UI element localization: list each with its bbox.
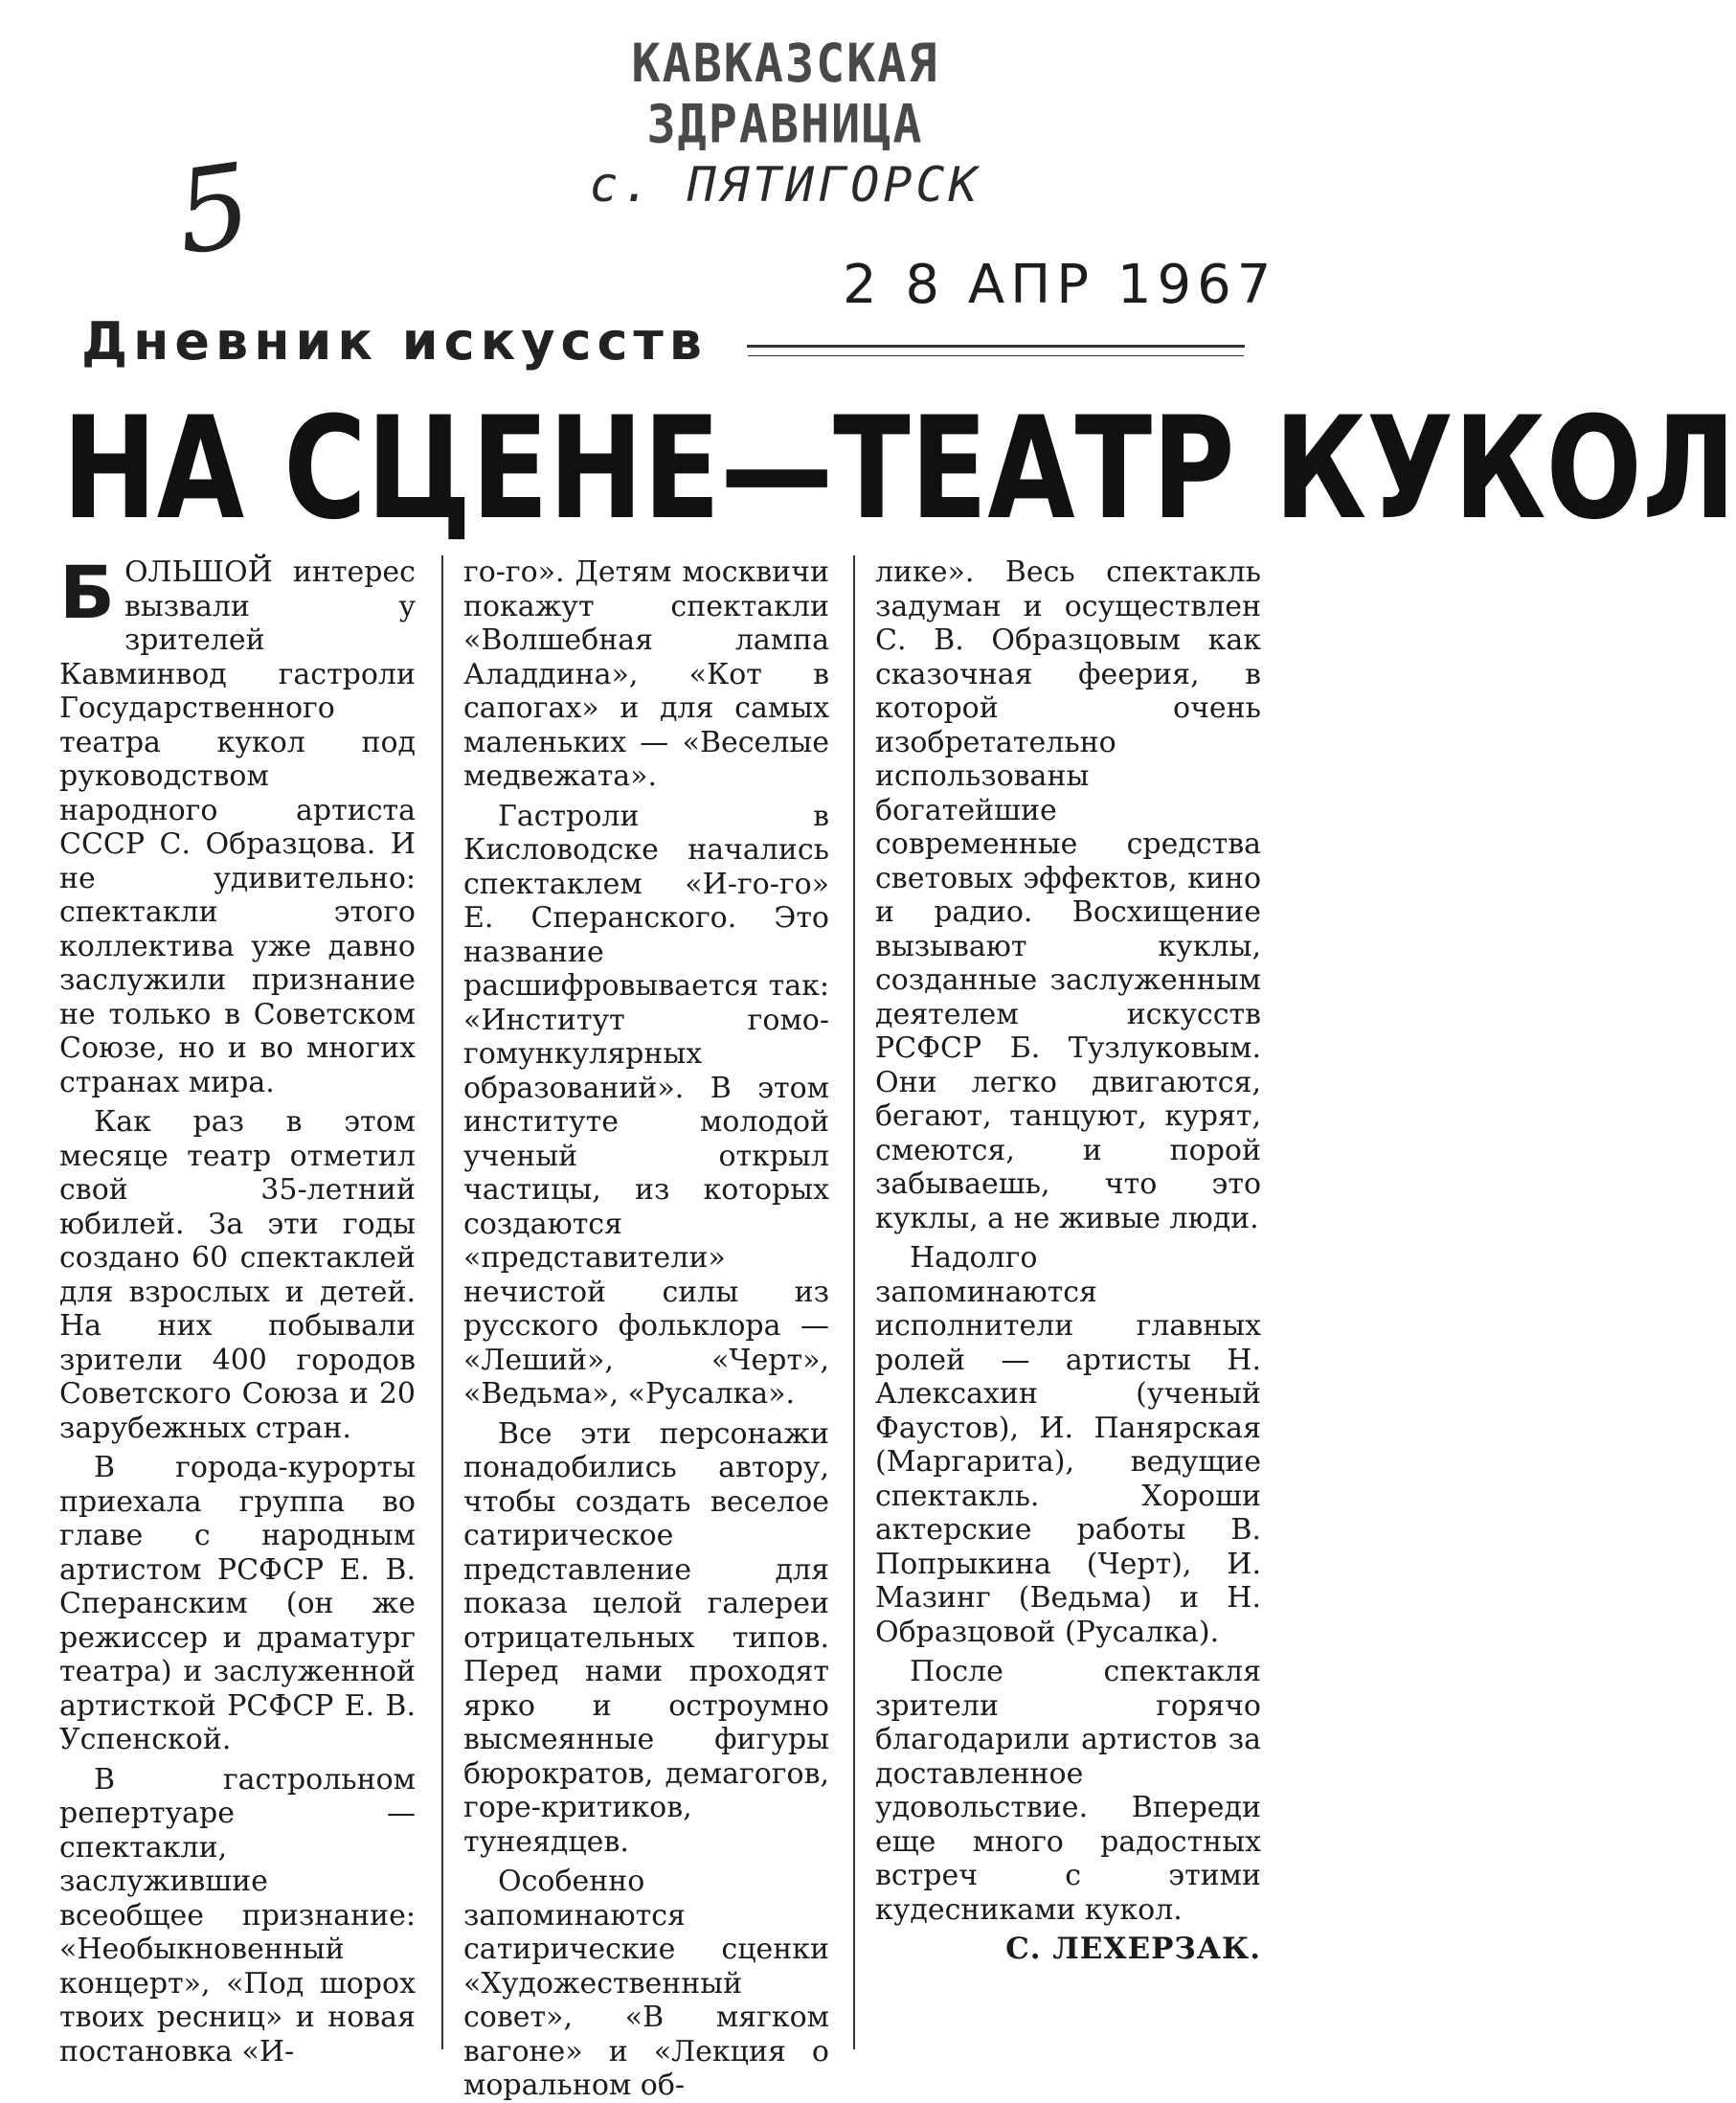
column-rule — [441, 555, 443, 2049]
article-column-1 — [59, 550, 416, 2069]
paragraph: го-го». Детям москвичи покажут спектакли «Волшебная лампа Аладдина», «Кот в сапогах» и для самых маленьких — «Веселые медвежата». — [463, 555, 829, 793]
handwritten-mark: 5 — [168, 139, 259, 282]
stamp-paper-name: КАВКАЗСКАЯ ЗДРАВНИЦА — [631, 33, 939, 155]
article-column-2 — [463, 555, 829, 2102]
newspaper-stamp — [498, 33, 1072, 213]
article-column-3 — [875, 555, 1261, 2030]
stamp-city: с. ПЯТИГОРСК — [589, 157, 981, 213]
paragraph: Как раз в этом месяце театр отметил свой 35-летний юбилей. За эти годы создано 60 спектаклей для взрослых и детей. На них побывали зрители 400 городов Советского Союза и 20 зарубежных стран. — [59, 1105, 416, 1445]
paragraph: Все эти персонажи понадобились автору, чтобы создать веселое сатирическое представление для показа целой галереи отрицательных типов. Перед нами проходят ярко и остроумно высмеянные фигуры бюрократов, демагогов, горе-критиков, тунеядцев. — [463, 1416, 829, 1859]
date-stamp: 2 8 АПР 1967 — [843, 254, 1277, 316]
paragraph: В города-курорты приехала группа во главе с народным артистом РСФСР Е. В. Сперанским (он же режиссер и драматург театра) и заслуженной артисткой РСФСР Е. В. Успенской. — [59, 1451, 416, 1756]
rubric-divider — [747, 345, 1245, 348]
paragraph-text: ОЛЬШОЙ интерес вызвали у зрителей Кавминвод гастроли Государственного театра кукол под руководством народного артиста СССР С. Образцова. И не удивительно: спектакли этого коллектива уже давно заслужили признание не только в Советском Союзе, но и во многих странах мира. — [59, 555, 416, 1099]
article-headline: НА СЦЕНЕ—ТЕАТР КУКОЛ — [62, 385, 1736, 551]
paragraph: Особенно запоминаются сатирические сценки «Художественный совет», «В мягком вагоне» и «Лекция о моральном об- — [463, 1865, 829, 2102]
column-rule — [853, 555, 855, 2049]
paragraph: После спектакля зрители горячо благодарили артистов за доставленное удовольствие. Впереди еще много радостных встреч с этими кудесниками кукол. — [875, 1655, 1261, 1927]
paragraph — [59, 550, 416, 1099]
paragraph: Гастроли в Кисловодске начались спектаклем «И-го-го» Е. Сперанского. Это название расшифровывается так: «Институт гомо-гомункулярных образований». В этом институте молодой ученый открыл частицы, из которых создаются «представители» нечистой силы из русского фольклора — «Леший», «Черт», «Ведьма», «Русалка». — [463, 799, 829, 1411]
drop-cap: Б — [59, 550, 115, 635]
paragraph: Надолго запоминаются исполнители главных ролей — артисты Н. Алексахин (ученый Фаустов), И. Панярская (Маргарита), ведущие спектакль. Хороши актерские работы В. Попрыкина (Черт), И. Мазинг (Ведьма) и Н. Образцовой (Русалка). — [875, 1241, 1261, 1649]
paragraph: лике». Весь спектакль задуман и осуществлен С. В. Образцовым как сказочная феерия, в которой очень изобретательно использованы богатейшие современные средства световых эффектов, кино и радио. Восхищение вызывают куклы, созданные заслуженным деятелем искусств РСФСР Б. Тузлуковым. Они легко двигаются, бегают, танцуют, курят, смеются, и порой забываешь, что это куклы, а не живые люди. — [875, 555, 1261, 1235]
author-signature: С. ЛЕХЕРЗАК. — [1005, 1932, 1261, 1966]
paragraph: В гастрольном репертуаре — спектакли, заслужившие всеобщее признание: «Необыкновенный концерт», «Под шорох твоих ресниц» и новая постановка «И- — [59, 1762, 416, 2069]
rubric-title: Дневник искусств — [81, 311, 708, 372]
article-body — [59, 550, 1261, 2102]
